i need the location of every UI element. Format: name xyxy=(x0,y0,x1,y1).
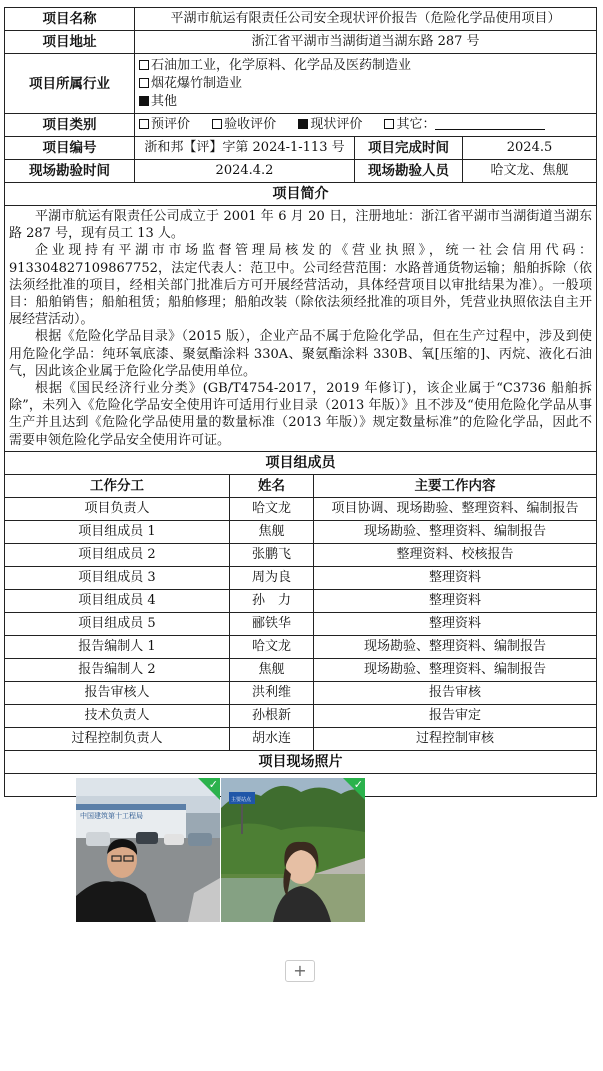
site-photo-2 xyxy=(221,778,365,922)
intro-paragraph: 平湖市航运有限责任公司成立于 2001 年 6 月 20 日，注册地址：浙江省平湖市当湖街道当湖东路 287 号，现有员工 13 人。 xyxy=(9,209,593,242)
column-header-role: 工作分工 xyxy=(5,474,230,497)
table-row xyxy=(5,497,597,520)
team-role-cell: 过程控制负责人 xyxy=(5,727,230,750)
category-option: 其它： xyxy=(384,117,545,132)
checkbox-icon xyxy=(139,78,149,88)
table-row xyxy=(5,681,597,704)
team-work-cell: 整理资料、校核报告 xyxy=(314,543,597,566)
team-role-cell: 项目负责人 xyxy=(5,497,230,520)
industry-option: 石油加工业，化学原料、化学品及医药制造业 xyxy=(139,57,592,75)
team-name-cell: 洪利维 xyxy=(230,681,314,704)
other-blank-line xyxy=(435,116,545,130)
team-table xyxy=(4,474,597,820)
report-document xyxy=(4,7,596,820)
team-role-cell: 项目组成员 3 xyxy=(5,566,230,589)
add-button[interactable]: + xyxy=(285,960,315,982)
checkbox-icon xyxy=(212,119,222,129)
completion-time-label: 项目完成时间 xyxy=(355,137,463,160)
team-name-cell: 孙 力 xyxy=(230,589,314,612)
team-work-cell: 现场勘验、整理资料、编制报告 xyxy=(314,658,597,681)
project-name-label: 项目名称 xyxy=(5,8,135,31)
intro-paragraph: 企业现持有平湖市市场监督管理局核发的《营业执照》，统一社会信用代码：913304827109867752，法定代表人：范卫中。公司经营范围：水路普通货物运输；船舶拆除（依法须经批准的项目，经相关部门批准后方可开展经营活动，具体经营项目以审批结果为准）。一般项目：船舶销售；船舶租赁；船舶修理；船舶改装（除依法须经批准的项目外，凭营业执照依法自主开展经营活动）。 xyxy=(9,243,593,328)
industry-option: 其他 xyxy=(139,93,592,111)
category-option: 现状评价 xyxy=(298,117,362,132)
survey-time-value: 2024.4.2 xyxy=(135,160,355,183)
team-role-cell: 项目组成员 4 xyxy=(5,589,230,612)
table-row xyxy=(5,543,597,566)
table-row xyxy=(5,704,597,727)
intro-paragraph: 根据《危险化学品目录》（2015 版），企业产品不属于危险化学品，但在生产过程中，涉及到使用危险化学品：纯环氧底漆、聚氨酯涂料 330A、聚氨酯涂料 330B、氧[压缩的]、丙烷、液化石油气，因此该企业属于危险化学品使用单位。 xyxy=(9,329,593,379)
industry-label: 项目所属行业 xyxy=(5,54,135,114)
column-header-name: 姓名 xyxy=(230,474,314,497)
checkbox-icon xyxy=(139,60,149,70)
completion-time-value: 2024.5 xyxy=(463,137,597,160)
team-role-cell: 技术负责人 xyxy=(5,704,230,727)
checkbox-icon xyxy=(384,119,394,129)
team-role-cell: 项目组成员 1 xyxy=(5,520,230,543)
team-name-cell: 周为良 xyxy=(230,566,314,589)
table-row xyxy=(5,566,597,589)
checkbox-checked-icon xyxy=(139,96,149,106)
surveyors-value: 哈文龙、焦舰 xyxy=(463,160,597,183)
team-name-cell: 哈文龙 xyxy=(230,497,314,520)
check-icon: ✓ xyxy=(208,777,218,791)
team-name-cell: 张鹏飞 xyxy=(230,543,314,566)
team-work-cell: 报告审定 xyxy=(314,704,597,727)
industry-options xyxy=(135,54,597,114)
team-name-cell: 郦铁华 xyxy=(230,612,314,635)
team-work-cell: 项目协调、现场勘验、整理资料、编制报告 xyxy=(314,497,597,520)
checkbox-icon xyxy=(139,119,149,129)
project-address-label: 项目地址 xyxy=(5,31,135,54)
project-number-value: 浙和邦【评】字第 2024-1-113 号 xyxy=(135,137,355,160)
team-rows xyxy=(5,497,597,750)
industry-option: 烟花爆竹制造业 xyxy=(139,75,592,93)
team-role-cell: 项目组成员 2 xyxy=(5,543,230,566)
project-info-table xyxy=(4,7,597,475)
project-number-label: 项目编号 xyxy=(5,137,135,160)
team-role-cell: 报告审核人 xyxy=(5,681,230,704)
team-work-cell: 现场勘验、整理资料、编制报告 xyxy=(314,635,597,658)
team-work-cell: 过程控制审核 xyxy=(314,727,597,750)
table-row xyxy=(5,658,597,681)
team-work-cell: 报告审核 xyxy=(314,681,597,704)
team-work-cell: 整理资料 xyxy=(314,612,597,635)
table-row xyxy=(5,520,597,543)
category-options xyxy=(135,114,597,137)
photos-title: 项目现场照片 xyxy=(5,750,597,773)
project-name-value: 平湖市航运有限责任公司安全现状评价报告（危险化学品使用项目） xyxy=(135,8,597,31)
category-option: 验收评价 xyxy=(212,117,276,132)
surveyors-label: 现场勘验人员 xyxy=(355,160,463,183)
photos-cell xyxy=(5,773,597,820)
team-name-cell: 孙根新 xyxy=(230,704,314,727)
table-row xyxy=(5,589,597,612)
intro-body xyxy=(5,206,597,452)
category-option: 预评价 xyxy=(139,117,190,132)
team-role-cell: 报告编制人 1 xyxy=(5,635,230,658)
team-name-cell: 焦舰 xyxy=(230,658,314,681)
photo1-sign-text: 中国建筑第十工程局 xyxy=(80,811,143,820)
team-name-cell: 胡水连 xyxy=(230,727,314,750)
team-work-cell: 整理资料 xyxy=(314,566,597,589)
team-work-cell: 现场勘验、整理资料、编制报告 xyxy=(314,520,597,543)
check-icon: ✓ xyxy=(353,777,363,791)
category-label: 项目类别 xyxy=(5,114,135,137)
team-role-cell: 报告编制人 2 xyxy=(5,658,230,681)
survey-time-label: 现场勘验时间 xyxy=(5,160,135,183)
table-row xyxy=(5,612,597,635)
team-title: 项目组成员 xyxy=(5,451,597,474)
intro-title: 项目简介 xyxy=(5,183,597,206)
team-work-cell: 整理资料 xyxy=(314,589,597,612)
team-name-cell: 焦舰 xyxy=(230,520,314,543)
photo2-sign-text: 主要站点 xyxy=(231,796,252,803)
project-address-value: 浙江省平湖市当湖街道当湖东路 287 号 xyxy=(135,31,597,54)
checkbox-checked-icon xyxy=(298,119,308,129)
table-row xyxy=(5,635,597,658)
site-photo-1 xyxy=(76,778,220,922)
table-row xyxy=(5,727,597,750)
intro-paragraph: 根据《国民经济行业分类》(GB/T4754-2017，2019 年修订)，该企业属于“C3736 船舶拆除”，未列入《危险化学品安全使用许可适用行业目录（2013 年版）》且不涉及“使用危险化学品从事生产并且达到《危险化学品使用量的数量标准（2013 年版）》规定数量标准”的危险化学品，因此不需要申领危险化学品安全使用许可证。 xyxy=(9,381,593,448)
column-header-work: 主要工作内容 xyxy=(314,474,597,497)
team-name-cell: 哈文龙 xyxy=(230,635,314,658)
team-role-cell: 项目组成员 5 xyxy=(5,612,230,635)
